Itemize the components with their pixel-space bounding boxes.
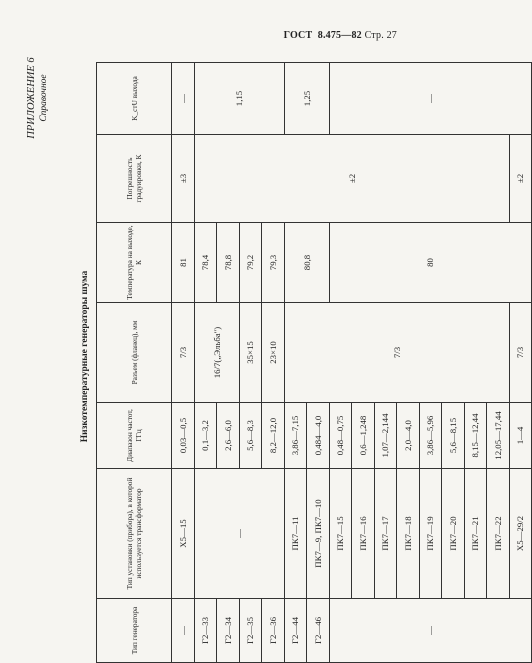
cell-freq: 5,6—8,15: [442, 403, 465, 469]
rotated-page-content: [0, 50, 526, 663]
cell-temp: 80,8: [284, 223, 329, 303]
cell-k: —: [172, 63, 195, 135]
noise-generators-table: [96, 62, 532, 663]
cell-gen: Г2—35: [239, 599, 262, 663]
cell-install: ПК7—22: [487, 469, 510, 599]
cell-k: —: [329, 63, 532, 135]
table-header-row: [97, 63, 172, 663]
cell-freq: 0,6—1,248: [352, 403, 375, 469]
cell-freq: 1,07—2,144: [374, 403, 397, 469]
cell-freq: 1—4: [509, 403, 532, 469]
cell-gen: Г2—34: [217, 599, 240, 663]
table-caption: Низкотемпературные генераторы шума: [80, 270, 90, 443]
cell-connector: 7/3: [509, 303, 532, 403]
cell-install: ПК7—15: [329, 469, 352, 599]
appendix-title: ПРИЛОЖЕНИЕ 6: [26, 57, 37, 139]
cell-error: ±2: [509, 135, 532, 223]
cell-gen: —: [172, 599, 195, 663]
col-generator-type: Тип генератора: [97, 599, 172, 663]
cell-temp: 80: [329, 223, 532, 303]
cell-gen: Г2—46: [307, 599, 330, 663]
cell-temp: 78,8: [217, 223, 240, 303]
cell-gen: —: [329, 599, 532, 663]
cell-temp: 78,4: [194, 223, 217, 303]
cell-connector: 35×15: [239, 303, 262, 403]
cell-freq: 0,48—0,75: [329, 403, 352, 469]
cell-install: Х5—29/2: [509, 469, 532, 599]
cell-freq: 3,86—7,15: [284, 403, 307, 469]
cell-install: ПК7—21: [464, 469, 487, 599]
cell-temp: 81: [172, 223, 195, 303]
gost-number: 8.475—82: [317, 30, 362, 41]
cell-install: —: [194, 469, 284, 599]
cell-install: Х5—15: [172, 469, 195, 599]
cell-temp: 79,3: [262, 223, 285, 303]
cell-install: ПК7—18: [397, 469, 420, 599]
cell-error: ±2: [194, 135, 509, 223]
cell-connector: 16/7(„Эльба"): [194, 303, 239, 403]
cell-gen: Г2—33: [194, 599, 217, 663]
cell-freq: 2,6—6,0: [217, 403, 240, 469]
cell-install: ПК7—17: [374, 469, 397, 599]
cell-connector: 7/3: [172, 303, 195, 403]
col-calibration-error: Погрешность градуировки, К: [97, 135, 172, 223]
cell-freq: 8,15—12,44: [464, 403, 487, 469]
gost-label: ГОСТ: [283, 30, 313, 41]
cell-k: 1,25: [284, 63, 329, 135]
table-row: [172, 63, 195, 663]
cell-freq: 12,05—17,44: [487, 403, 510, 469]
cell-install: ПК7—9, ПК7—10: [307, 469, 330, 599]
cell-freq: 0,1—3,2: [194, 403, 217, 469]
cell-install: ПК7—20: [442, 469, 465, 599]
col-output-temperature: Температура на выходе, К: [97, 223, 172, 303]
cell-gen: Г2—36: [262, 599, 285, 663]
page-number: Стр. 27: [364, 30, 397, 41]
cell-gen: Г2—44: [284, 599, 307, 663]
cell-freq: 2,0—4,0: [397, 403, 420, 469]
appendix-subtitle: Справочное: [39, 74, 49, 122]
cell-freq: 5,6—8,3: [239, 403, 262, 469]
cell-k: 1,15: [194, 63, 284, 135]
cell-freq: 3,86—5,96: [419, 403, 442, 469]
col-installation-type: Тип установки (прибора), в которой используется трансформатор: [97, 469, 172, 599]
page-header: [284, 30, 397, 41]
col-connector: Разъем (фланец), мм: [97, 303, 172, 403]
col-k-output: K_стU выхода: [97, 63, 172, 135]
cell-freq: 0,03—0,5: [172, 403, 195, 469]
cell-error: ±3: [172, 135, 195, 223]
cell-temp: 79,2: [239, 223, 262, 303]
col-frequency-range: Диапазон частот, ГГц: [97, 403, 172, 469]
cell-connector: 7/3: [284, 303, 509, 403]
appendix-label: [26, 53, 50, 143]
cell-freq: 8,2—12,0: [262, 403, 285, 469]
cell-install: ПК7—16: [352, 469, 375, 599]
cell-connector: 23×10: [262, 303, 285, 403]
cell-install: ПК7—11: [284, 469, 307, 599]
table-row: [194, 63, 217, 663]
table-row: [509, 63, 532, 663]
cell-freq: 0,484—4,0: [307, 403, 330, 469]
cell-install: ПК7—19: [419, 469, 442, 599]
